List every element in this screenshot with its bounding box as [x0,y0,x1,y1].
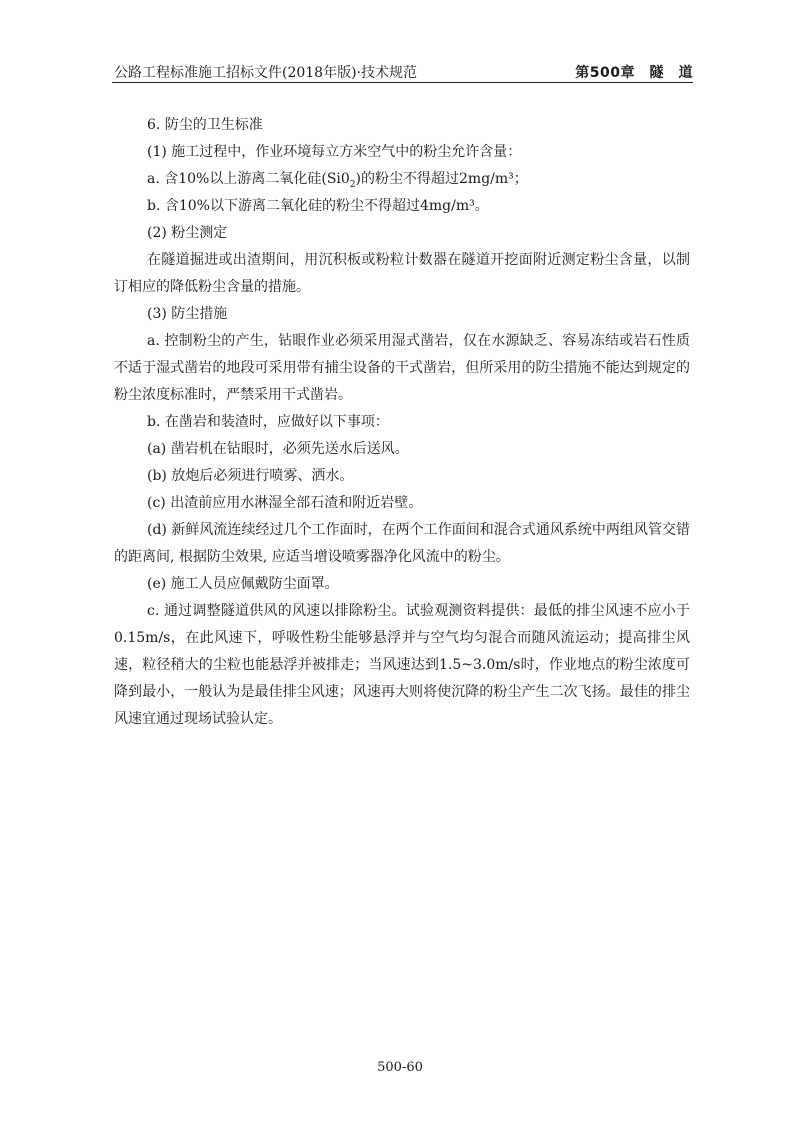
subsection-heading: (1) 施工过程中，作业环境每立方米空气中的粉尘允许含量： [147,144,522,160]
chapter-title: 第500章 隧 道 [575,65,693,81]
subsection-heading: (3) 防尘措施 [147,306,228,322]
header-divider [112,82,693,83]
section-heading: 6. 防尘的卫生标准 [147,117,263,133]
page-number: 500-60 [377,1060,423,1075]
text-segment: )的粉尘不得超过2mg/m³； [355,171,528,187]
list-item: b. 含10%以下游离二氧化硅的粉尘不得超过4mg/m³。 [147,198,489,214]
running-header [114,58,693,82]
list-item: (e) 施工人员应佩戴防尘面罩。 [147,576,339,592]
document-title: 公路工程标准施工招标文件(2018年版)·技术规范 [114,65,418,81]
paragraph: a. 控制粉尘的产生，钻眼作业必须采用湿式凿岩，仅在水源缺乏、容易冻结或岩石性质不适于湿式凿岩的地段可采用带有捕尘设备的干式凿岩，但所采用的防尘措施不能达到规定的粉尘浓度标准时，严禁采用干式凿岩。 [114,333,690,403]
list-item: (d) 新鲜风流连续经过几个工作面时，在两个工作面间和混合式通风系统中两组风管交错的距离间, 根据防尘效果, 应适当增设喷雾器净化风流中的粉尘。 [114,522,690,565]
paragraph: 在隧道掘进或出渣期间，用沉积板或粉粒计数器在隧道开挖面附近测定粉尘含量，以制订相应的降低粉尘含量的措施。 [114,252,690,295]
subsection-heading: (2) 粉尘测定 [147,225,228,241]
list-item [114,166,690,193]
page-body [114,112,690,733]
list-item: (a) 凿岩机在钻眼时，必须先送水后送风。 [147,441,409,457]
paragraph: c. 通过调整隧道供风的风速以排除粉尘。试验观测资料提供：最低的排尘风速不应小于0.15m/s，在此风速下，呼吸性粉尘能够悬浮并与空气均匀混合而随风流运动；提高排尘风速，粒径稍大的尘粒也能悬浮并被排走；当风速达到1.5~3.0m/s时，作业地点的粉尘浓度可降到最小，一般认为是最佳排尘风速；风速再大则将使沉降的粉尘产生二次飞扬。最佳的排尘风速宜通过现场试验认定。 [114,603,690,727]
list-item: (c) 出渣前应用水淋湿全部石渣和附近岩壁。 [147,495,423,511]
list-item: (b) 放炮后必须进行喷雾、洒水。 [147,468,354,484]
text-segment: a. 含10%以上游离二氧化硅(Si0 [147,171,350,187]
subscript: 2 [349,179,356,190]
list-item: b. 在凿岩和装渣时，应做好以下事项： [147,414,389,430]
